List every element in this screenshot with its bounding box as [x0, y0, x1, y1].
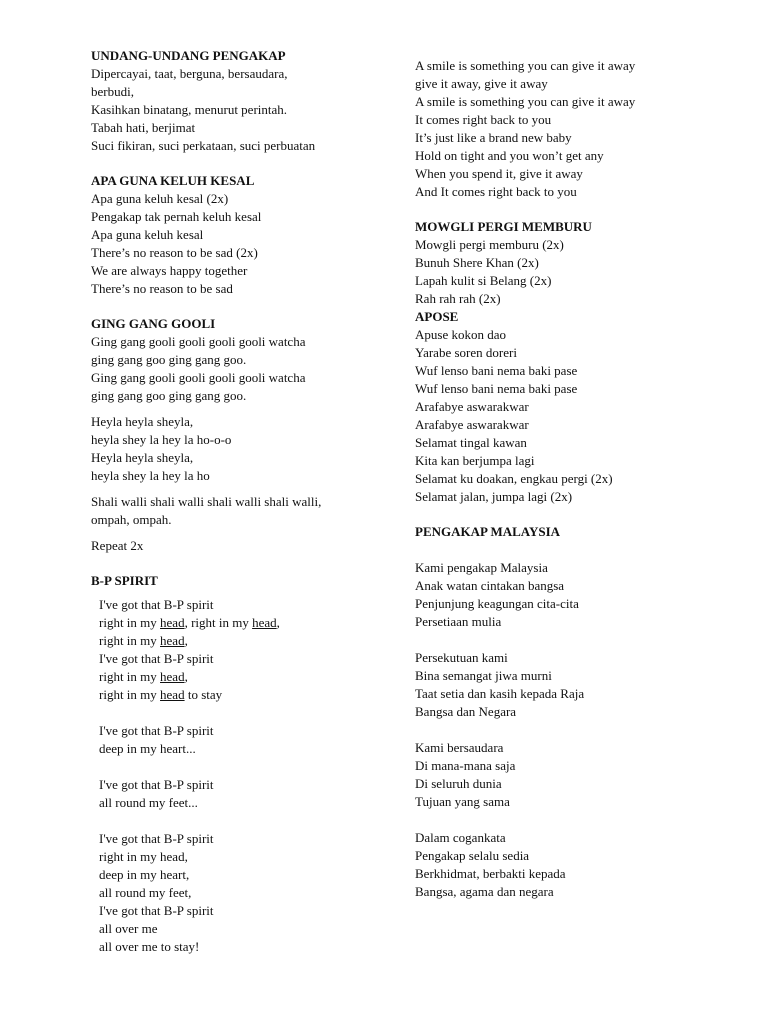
text-line: Mowgli pergi memburu (2x): [415, 237, 564, 252]
text-line: Bangsa, agama dan negara: [415, 884, 554, 899]
text-line: right in my head, right in my head,: [99, 615, 280, 630]
text-line: Lapah kulit si Belang (2x): [415, 273, 552, 288]
section-title: UNDANG-UNDANG PENGAKAP: [91, 48, 286, 63]
text-line: Berkhidmat, berbakti kepada: [415, 866, 566, 881]
text-line: Kami bersaudara: [415, 740, 504, 755]
text-line: There’s no reason to be sad (2x): [91, 245, 258, 260]
text-line: A smile is something you can give it away: [415, 58, 636, 73]
text-line: Di mana-mana saja: [415, 758, 516, 773]
text-line: Suci fikiran, suci perkataan, suci perbuatan: [91, 138, 316, 153]
section-pengakap-malaysia: [415, 523, 715, 901]
text-line: I've got that B-P spirit: [99, 597, 214, 612]
text-line: Heyla heyla sheyla,: [91, 414, 194, 429]
repeat-note: Repeat 2x: [91, 538, 144, 553]
text-line: berbudi,: [91, 84, 134, 99]
text-line: Persetiaan mulia: [415, 614, 502, 629]
text-line: Bina semangat jiwa murni: [415, 668, 552, 683]
text-line: ging gang goo ging gang goo.: [91, 352, 247, 367]
text-line: Yarabe soren doreri: [415, 345, 517, 360]
section-title: B-P SPIRIT: [91, 573, 158, 588]
text-line: all round my feet...: [99, 795, 198, 810]
text-line: right in my head to stay: [99, 687, 223, 702]
text-line: Arafabye aswarakwar: [415, 399, 529, 414]
text-line: It’s just like a brand new baby: [415, 130, 572, 145]
text-line: When you spend it, give it away: [415, 166, 583, 181]
text-line: Persekutuan kami: [415, 650, 508, 665]
text-line: Di seluruh dunia: [415, 776, 502, 791]
text-line: Shali walli shali walli shali walli shali walli,: [91, 494, 322, 509]
section-title: GING GANG GOOLI: [91, 316, 216, 331]
text-line: Rah rah rah (2x): [415, 291, 501, 306]
section-title: APA GUNA KELUH KESAL: [91, 173, 255, 188]
text-line: Selamat tingal kawan: [415, 435, 527, 450]
text-line: right in my head,: [99, 849, 188, 864]
text-line: Kita kan berjumpa lagi: [415, 453, 535, 468]
text-line: A smile is something you can give it away: [415, 94, 636, 109]
text-line: all over me to stay!: [99, 939, 200, 954]
text-line: heyla shey la hey la ho: [91, 468, 210, 483]
section-title: PENGAKAP MALAYSIA: [415, 524, 561, 539]
text-line: I've got that B-P spirit: [99, 723, 214, 738]
text-line: all over me: [99, 921, 158, 936]
text-line: Penjunjung keagungan cita-cita: [415, 596, 579, 611]
text-line: Wuf lenso bani nema baki pase: [415, 363, 578, 378]
left-column: [91, 47, 391, 956]
text-line: Selamat jalan, jumpa lagi (2x): [415, 489, 573, 504]
text-line: Kasihkan binatang, menurut perintah.: [91, 102, 288, 117]
text-line: Dipercayai, taat, berguna, bersaudara,: [91, 66, 288, 81]
section-title: APOSE: [415, 309, 459, 324]
text-line: It comes right back to you: [415, 112, 552, 127]
text-line: Tabah hati, berjimat: [91, 120, 196, 135]
text-line: deep in my heart,: [99, 867, 190, 882]
text-line: Hold on tight and you won’t get any: [415, 148, 604, 163]
text-line: heyla shey la hey la ho-o-o: [91, 432, 232, 447]
section-apose: [415, 308, 715, 506]
text-line: Kami pengakap Malaysia: [415, 560, 548, 575]
text-line: ompah, ompah.: [91, 512, 172, 527]
text-line: Ging gang gooli gooli gooli gooli watcha: [91, 370, 306, 385]
section-title: MOWGLI PERGI MEMBURU: [415, 219, 592, 234]
text-line: And It comes right back to you: [415, 184, 577, 199]
text-line: There’s no reason to be sad: [91, 281, 233, 296]
text-line: give it away, give it away: [415, 76, 548, 91]
text-line: Bunuh Shere Khan (2x): [415, 255, 539, 270]
text-line: Bangsa dan Negara: [415, 704, 517, 719]
right-column: [415, 57, 715, 901]
text-line: Anak watan cintakan bangsa: [415, 578, 565, 593]
text-line: I've got that B-P spirit: [99, 777, 214, 792]
text-line: Apa guna keluh kesal: [91, 227, 204, 242]
text-line: all round my feet,: [99, 885, 192, 900]
section-mowgli: [415, 218, 715, 308]
text-line: I've got that B-P spirit: [99, 651, 214, 666]
text-line: Pengakap selalu sedia: [415, 848, 530, 863]
section-smile: [415, 57, 715, 201]
text-line: ging gang goo ging gang goo.: [91, 388, 247, 403]
section-ging-gang-gooli: [91, 315, 391, 555]
text-line: Wuf lenso bani nema baki pase: [415, 381, 578, 396]
section-apa-guna: [91, 172, 391, 298]
text-line: Apuse kokon dao: [415, 327, 506, 342]
text-line: We are always happy together: [91, 263, 248, 278]
text-line: right in my head,: [99, 669, 188, 684]
section-bp-spirit: [91, 572, 391, 956]
text-line: Pengakap tak pernah keluh kesal: [91, 209, 262, 224]
text-line: Ging gang gooli gooli gooli gooli watcha: [91, 334, 306, 349]
text-line: Arafabye aswarakwar: [415, 417, 529, 432]
text-line: deep in my heart...: [99, 741, 196, 756]
text-line: Taat setia dan kasih kepada Raja: [415, 686, 585, 701]
text-line: Selamat ku doakan, engkau pergi (2x): [415, 471, 613, 486]
text-line: Tujuan yang sama: [415, 794, 510, 809]
text-line: I've got that B-P spirit: [99, 903, 214, 918]
text-line: Dalam cogankata: [415, 830, 506, 845]
text-line: I've got that B-P spirit: [99, 831, 214, 846]
text-line: Apa guna keluh kesal (2x): [91, 191, 229, 206]
text-line: Heyla heyla sheyla,: [91, 450, 194, 465]
section-undang-undang: [91, 47, 391, 155]
text-line: right in my head,: [99, 633, 188, 648]
